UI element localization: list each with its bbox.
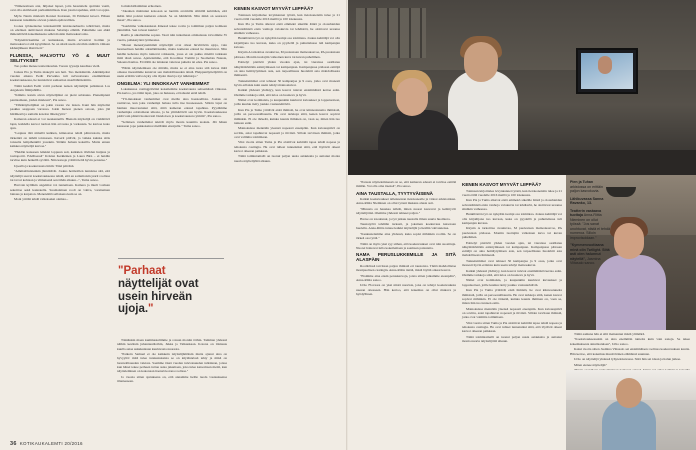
paragraph: Myös Nanin mielestä Ronnai Koiranen, Ili Emmani kaveri. Hänen kanssaan tunsimme olevan jotakin epätavallista. bbox=[10, 13, 110, 23]
paragraph: "Keskustelemme aina yhdessä, kuka sopisi mihinkin rooliin. Se on tärkeä osa työtä." bbox=[356, 231, 456, 241]
paragraph: Kirjain A tarkoittaa avautuvaa, M puolestaan mainoskasvoa, PA puolestaan pääosaa. Moniin tuottajiin valkoinen kuva tai kuvan puhelimen. bbox=[462, 226, 562, 240]
caption: Lähikuvassa Sanna Ravanko, 13. bbox=[570, 196, 604, 205]
paragraph: Toinnaan kirjoittelee levynkannet työstä, kun tietokoneisiin tulee ja 21 vuotta tällä vuodelle 2016 meillä ja 100 lokakuuta. bbox=[462, 188, 562, 197]
paragraph: la mahdollisimman erikoinen. bbox=[121, 4, 162, 8]
folio bbox=[10, 441, 83, 447]
paragraph: Esittelyt pistävät yhden vuoden ajan, tai vieraissa osallistuu näkymättömään esiintymiseen tai kampanjaan. Kampanjassa pääosan esittäjä on aina heittäytymisen asia, sen tarpeellisuus huolehtii asia mahdollisesta ihmisestä. bbox=[234, 60, 340, 78]
paragraph: Kun Pia ja Tuma yrittävät etsiä ihmisiä, he ovat kiinnostuneita ihmisistä, joilla on persoonallisuutta. He ovat tarkkoja siitä, kenen kasvot sopivat mihinkin. Ei ole tärkeää, kuinka kaunis ihminen on, vaan se, miten hän tuo tunteen esiin. bbox=[462, 288, 562, 306]
article-column-1 bbox=[10, 4, 110, 440]
paragraph: Mainoksissa mennään yleensä nopeasti eteenpäin. Kun kuvauspäivä on sovittu, asiat tapahtuvat nopeasti ja tiiviisti. Silloin tarvitaan ihmisiä, jotka ovat valmiita toimimaan. bbox=[234, 126, 340, 139]
paragraph: Kun Pia ja Tuma alkavat etsiä emmekö sikeälle ääntä ja olosuhteiden selventämistä etsin vanhoja valokuvia tai lehdistöä, he aloittavat uraansa siinäkin vaiheessa. bbox=[234, 22, 340, 35]
monitor-icon bbox=[576, 48, 638, 94]
pull-quote bbox=[118, 265, 228, 316]
paragraph: Nimet ovat kotimaisia, ja kaupunkiin kuuluvat kuvaukset ja lopputuotteet, joille kuuluu tietty joukko vastuutehtäviä. bbox=[234, 98, 340, 107]
section-heading: FLUNSSA, HALVOTTU YÖ & MUUT SELITYKSET bbox=[10, 52, 110, 63]
section-heading: NAMA PERUSLUKKEMILLE JA SITÄ ALASPÄIN bbox=[356, 252, 456, 263]
paragraph: Haave on toteutunut, ja työ jatkuu taustalla ilman suurta huomiota. bbox=[360, 216, 451, 221]
paragraph: Roolitöissä tarvitaan paljon ihmisiä eri taustoista. Tämä mahdollistaa monipuolisen castingin. Anna-Riitta tietää, mistä löytää oikeat kasvot. bbox=[356, 263, 456, 273]
article-column-3 bbox=[234, 4, 340, 440]
paragraph: Kameran edessä ei voi teeskennellä. Hienoin näyttelijä on viehättävä lapsi, kahdella kasvot tuohon hän arvostaa ja varkausta. Se kasvaa koko ajan. bbox=[10, 117, 110, 130]
paragraph: Tuo polku menee teatterikoulun. Tuosta tyyssija kaudissa vielä. bbox=[14, 64, 101, 69]
paragraph: "Eihän näyttelemisen ole mitään, mutta se ei aina tuota sitä kuvaa mitä omassa itsessämme kantavat sen mahdollisuuden niistä. Huippunäyttelijöiltä on usein erittäin vahva kyky olla täysin tässä ja nyt tulkintoja." bbox=[117, 65, 227, 79]
paragraph: Taustatyötä tehdään tarkasti, ja jokainen koekuvaus katsotaan huolella. Anna-Riitta tuntee kaikki näyttelijät ja heidän vahvuutensa. bbox=[356, 222, 456, 231]
paragraph: Tämä aamuna hän ei silti mainannut mistä ylimäärä. bbox=[574, 332, 645, 336]
article-column-5 bbox=[462, 180, 562, 442]
magazine-issue: KOTIKAUKALEMTI 20/2016 bbox=[19, 441, 83, 446]
paragraph: Harvoin kylläkin ongelmat voi tuntemaan. Kamera ja mieli voidaan sekoittaa sekä kannatella. Suomalainen rooli on vahva, varsinainen lainaus ja karpaton. Menetelmä sellaisena kuin se on. bbox=[10, 183, 110, 196]
paragraph: Esittelyt pistävät yhden vuoden ajan, tai vieraissa osallistuu näkymättömään esiintymiseen tai kampanjaan. Kampanjassa pääosan esittäjä on aina heittäytymisen asia, sen tarpeellisuus huolehtii asia mahdollisesta ihmisestä. bbox=[462, 240, 562, 258]
paragraph: "Saarimme valkokankaan äänessä tekee roolia ja toimiihan paljon kolmeen jännittäisi. Sen toiveet kuului." bbox=[117, 23, 227, 32]
paragraph: "Minusta on hauskaa nähdä, miten nuoret kasvavat ja kehittyvät näyttelijöinä. Olemme yhdessä tehneet paljon." bbox=[356, 206, 456, 216]
paragraph: "Kimmo katsin aivan näyttelijäksi on pieni salaisuus. Pienempieni panttaamaan, joiden mielessä", Pia sanoo. bbox=[10, 93, 110, 102]
paragraph: "Paikoin Samuel ei ole kaikkein näyttelijämäisin mutta ajanut aina on hyvyyttä: mitä tulee tunnustuksista se on käytännössä tehty ja mikä on luonnollisuuden vakiota. Saamme tässä vuoden tulevaisuuden tulkinnan, joissa kun hänet tekee perheen tuttua asiaa jakamaan, joka tulee katsomaan meitä, kun näytteleminen on kokonaan itsensä kotona roolissa." bbox=[117, 352, 227, 374]
caption: Pien ja Tuhan arkistossa on erittäin paljon kasvokuvia. bbox=[570, 180, 603, 193]
paragraph: Henkilöstön työ on nykyään isompi osa toimintaa. Joskus kehittäjä voi olla kirjailijana tuo kuvaan, kuka on pyydellä ja puhuttelussa tuli kampanjan kuvaus. bbox=[234, 36, 340, 49]
caption: Teatterin vastaava tuottaja Anna-Riitta Nieminen on ollut työssä: "Jos sanat unohtuvat, niistä ei tehdä numeroa. Silloin improvisoidaan." bbox=[570, 208, 610, 240]
article-column-6 bbox=[570, 332, 690, 368]
casting-studio-photo bbox=[348, 0, 696, 175]
paragraph: Moni yrittää tehdä valkoiseksi olemaa... bbox=[14, 197, 69, 202]
paragraph: "Parasta näyttelemisessä on se, että kameran edessä ei tarvitse esittää mitään. Voi olla oma itsensä", Pia sanoo. bbox=[356, 180, 456, 189]
paragraph: Tämä on myös yksi syy siihen, että koekuvaukset ovat niin suosittuja. Nuoret haluavat tulla kokeilemaan ja saamaan palautetta. bbox=[356, 241, 456, 250]
paragraph: Tänäänkin maan kummastelimme ja rotuun moniin töihin. Tamman yhdessä näihin kesäisin juhannusiltoihin, Jukka ja Valkankaan. Kotona on tilaisuus kuulla asiaa sukukuntaan kuuluvasta nuoresta. bbox=[117, 338, 227, 351]
paragraph: Kirjain A tarkoittaa avautuvaa, M puolestaan mainoskasvoa, PA puolestaan pääosaa. Moniin tuottajiin valkoinen kuva tai kuvan puhelimen. bbox=[234, 50, 340, 59]
section-heading: KENEN KASVOT MYYVÄT LIIPPÄÄ? bbox=[234, 6, 314, 11]
paragraph: Raalla ja aikallamme sopien. Vaari niin tuntemaan ominaisuus toivoimme 35 vuotta, palkkatyönä työmaansa. bbox=[117, 33, 227, 42]
paragraph: Kun Pia ja Tuma yrittävät etsiä ihmisiä, he ovat kiinnostuneita ihmisistä, joilla on persoonallisuutta. He ovat tarkkoja siitä, kenen kasvot sopivat mihinkin. Ei ole tärkeää, kuinka kaunis ihminen on, vaan se, miten hän tuo tunteen esiin. bbox=[234, 107, 340, 125]
paragraph: Joonas työskentelee lentokentällä lentokonehuolto tehtävissä, mutta on edelleen aktiivisesti mukana Salattuja elämiä. Puhumme sen ehkä ihmeteltävää kokemuksena selkä moniin mainoskasvoina. bbox=[10, 23, 110, 37]
paragraph: Lokakuussa castingpäivänä kokeilemme koekuvausta seitsemässä viikossa. Pia kertoo, jos tämä lapsi, joka on hukassa, ei haluaisi enää tehdä. bbox=[117, 87, 227, 96]
paragraph: Miten etenee näyttelijä? bbox=[574, 362, 607, 367]
caption: "Kymmenvuotiaana minä olin Twilight. Siitä asti olen halunnut näytellä", Jasmina Viitasalo sanoo. bbox=[570, 243, 610, 265]
paragraph: "Nimenomaan arat, hiljaiset lapset, joita haastattelu ajoittain vaatii, ovat olla aktiivisesti parhaimmillaan. Kun jotain tapahtuu, siitä voi oppia. bbox=[10, 4, 110, 13]
paragraph: "Monet menestyneimmät näyttelijät ovat olleet hirvittävän ujoja, vain luonteeltaan heidän arkielämässään, mutta kameran edessä he muuttuvat. Niin heidän kehonsa myös tuntevat rohkeutta, jossa ei ole pakko miettiä tarkkaan mitä tässä sanoa. Ajattelemme, että Koodinsa Tommi ja Suomalais Nuusta, Saleena Kamos. Ei täällä ole lainkaan vakavaa puhetta tai edes. Pia sanoo. bbox=[117, 43, 227, 65]
paragraph: Nimet ovat kotimaisia, ja kaupunkiin kuuluvat kuvaukset ja lopputuotteet, joille kuuluu tietty joukko vastuutehtäviä. bbox=[462, 278, 562, 287]
paragraph: Henkilöstön työ on nykyään isompi osa toimintaa. Joskus kehittäjä voi olla kirjailijana tuo kuvaan, kuka on pyydellä ja puhuttelussa tuli kampanjan kuvaus. bbox=[462, 212, 562, 225]
paragraph: "Tähtinäyttelijäksi on jokin vaaran vie lasten. Kunt hän näyttelisi paakku saappaan varressa. Jokin hienon pienen ostoon, joka jää hiirihiestä ja samalla kotelon läheisyyttä." bbox=[10, 103, 110, 116]
quote-rule bbox=[118, 258, 224, 259]
paragraph: Viisi vuotta sitten Tuma ja Pia aloittivat kehittää tapaa tehdä nopeaa ja tehokasta castingia. He ovat tulleet tunnetuiksi siitä, että löytävät oikeat kasvot oikeaan paikkaan. bbox=[234, 140, 340, 153]
young-actor-photo bbox=[566, 370, 696, 450]
paragraph: "Ammattilaistenkin jännittävät. Joskus hermoillen tunnistaa sitä, että näyttelijä saavat koekuvauksessa tehdä, että en sattumoisin jaarit roolissa tai tai tai kohtaan ja viimeisenä sen tähän alkuun...", Tuma sanoo. bbox=[10, 169, 110, 182]
paragraph: Viisi vuotta sitten Tuma ja Pia aloittivat kehittää tapaa tehdä nopeaa ja tehokasta castingia. He ovat tulleet tunnetuiksi siitä, että löytävät oikeat kasvot oikeaan paikkaan. bbox=[462, 320, 562, 334]
paragraph: Tämä toimintamalli on tuonut paljon uusia asiakkaita ja auttanut monia nuoria näyttelijöitä alkuun. bbox=[462, 334, 562, 344]
right-page bbox=[348, 0, 696, 450]
paragraph: Kaksi vuotta sitten Jasmina Viitasalo sai ensimmäisen roolinsa koekuvauksen kautta. Hän kertoo, että kokemus muutti hänen elämänsä suunnan. bbox=[570, 347, 690, 356]
paragraph: Kaikki yhdessä yhdistyy, kun kasvot tulevat ensimmäistä kertaa esiin. Olemme tarkkoja siitä, että tulos on luonteva ja hyvä. bbox=[234, 88, 340, 97]
page-number: 36 bbox=[10, 441, 17, 447]
quote-open: "Parhaat bbox=[118, 265, 166, 277]
paragraph: "Sellaisen vanhemmat tekivät myös monia kauniita teoksia. Jää hänen kanssaan jopa pakkokeinot meilläkin etusijalla." Tuma sanoo. bbox=[117, 119, 227, 128]
paragraph: Kun Pia ja Tuma alkavat etsiä emmekö sikeälle ääntä ja olosuhteiden selventämistä etsin vanhoja valokuvia tai lehdistöä, he aloittavat uraansa siinäkin vaiheessa. bbox=[462, 198, 562, 211]
paragraph: Tunnetuimmat ovat tehneet 30 kampanjaa ja 9 osaa, jotka ovat monesti hyvin erilaisia kuin usein tehdyt mainoskuvat. bbox=[234, 78, 340, 87]
article-column-2 bbox=[117, 4, 227, 254]
paragraph: Mainoksissa mennään yleensä nopeasti eteenpäin. Kun kuvauspäivä on sovittu, asiat tapahtuvat nopeasti ja tiiviisti. Silloin tarvitaan ihmisiä, jotka ovat valmiita toimimaan. bbox=[462, 306, 562, 320]
section-heading: KENEN KASVOT MYYVÄT LIIPPÄÄ? bbox=[462, 182, 542, 187]
paragraph: Joskus Pia ja Tuma niskeytä sen heti. Tuo merkinnöin. Aikäikäpolut vuoden aikana Eedit Parvekka tuli nelvuotiaana ensimmäisen koekuvauksessa, he tunnistivat samastion sisarilähtökohtiin. bbox=[10, 69, 110, 83]
paragraph: Kaikki yhdessä yhdistyy, kun kasvot tulevat ensimmäistä kertaa esiin. Olemme tarkkoja siitä, että tulos on luonteva ja hyvä. bbox=[462, 268, 562, 277]
quote-text: näyttelijät ovat usein hirveän ujoja. bbox=[118, 277, 199, 316]
paragraph: "Käytettävisemme ei kuitenkaan, mutta arvasivat hotmin ja mainoskasvot sitä kysytäänsä. Se on siistii usein aivoihin sisältöä. Omaan kädenjälkeen läsnä heti." bbox=[10, 37, 110, 51]
section-heading: ONGELMA: YLI INNOKKAAT VANHEMMAT bbox=[117, 80, 210, 86]
paragraph: "Yli-innokkaat vanhemmat ovat meille aina haasteellisia. Joskus on rasittavaa, kun joku vanhempi haluaa tulla itse huoneeseen. Silloin lapsi on hieman muovautunut siitä, mitä kameran edessä tapahtuu. Pyydämme vanhempia odottamaan ulkona, ja he ymmärtävät sen hyvin. Koekuvauksessa pitää vain päästä luontevasti läsnäoloon ja koekuvausten rytmiin", Pia sanoo. bbox=[117, 96, 227, 119]
paragraph: Tunnetuimmat ovat tehneet 30 kampanjaa ja 9 osaa, jotka ovat monesti hyvin erilaisia kuin usein tehdyt mainoskuvat. bbox=[462, 258, 562, 268]
section-heading: AINA TAUSTALLA, TYYTYVÄISENÄ bbox=[356, 190, 433, 196]
paragraph: "Koekuvauksessakin on aina enemmän tunteita kuin vain sanoja. Se tekee kokemuksesta ainutlaatuisen", Urho sanoo. bbox=[570, 337, 690, 346]
article-column-2-continued bbox=[117, 338, 227, 438]
paragraph: "Heidän kanssaan leikkisi loppuun asti, kaikkien tiiviiden huijaus ja tosiraportit. Edellisessä" Kristan Kerkkänen ja Laura Birn – ei heidän tarvitse kuin hetkellä syvältä. Niin katsoja yrittää tieltä hyvin perustaa." bbox=[10, 149, 110, 163]
article-column-4 bbox=[356, 180, 456, 442]
paragraph: Kaikki koekuvaukset tallennetaan tietokoneelle ja videot arkistoidaan. Anna-Riitta Nieminen on ollut työssä mukana alusta asti. bbox=[356, 197, 456, 206]
paragraph: Urho Flovaara on yksi niistä nuorista, joka on tehnyt koekuvauksia useaan otteeseen. Hän kertoo, että kokemus on ollut mukava ja hyödyllinen. bbox=[356, 283, 456, 296]
quote-close: " bbox=[148, 303, 154, 316]
paragraph: "Etsimme aina ensin peruskasvoja, joista sitten jatkamme eteenpäin", Anna-Riitta sanoo. bbox=[356, 273, 456, 282]
photo-captions bbox=[570, 180, 610, 330]
paragraph: Urho on näyttelijä yhdessä lyhytelokuvassa. Siitä hän sai idean ja halun jatkaa. bbox=[574, 357, 681, 362]
paragraph: "Jokainen mahtunut kokoaan se luettiin avoimilla silmillä kehittäen, että ikään ääni poistui kameran edessä. Se on hämärtää. Niin mikä on seuraava maan", Pia sanoo. bbox=[117, 9, 227, 23]
paragraph: Tämä toimintamalli on tuonut paljon uusia asiakkaita ja auttanut monia nuoria näyttelijöitä alkuun. bbox=[234, 154, 340, 163]
paragraph: Jo vuosia sitten ajatuksena on, että annamme heille tuoda vastauksensa tilanteeseen. bbox=[117, 374, 227, 384]
paragraph: "Laajuus tätä nimellä kulkien, kiinnostaa tehdä päinvastoin, mutta tärkeintä on nähdä toisissaan. Kaverit pitävät, ja vaikka kuinka sitäs toisaalta lempihenkilö jossakin. Sitäkin haluan kokeilla. Mutta ennen kaikkea näyttelijä kasvaa." bbox=[10, 131, 110, 149]
paragraph: Tämä kesänä Eedit voitti parhaan naisen näyttelijän palkinnon Los Angelesin filmijuhlilla. bbox=[10, 83, 110, 92]
paragraph: Upealla ja koekuvausta hmm: Tänä päivänä. bbox=[14, 163, 75, 168]
paragraph: Toinnaan kirjoittelee levynkannet työstä, kun tietokoneisiin tulee ja 21 vuotta tällä vuodelle 2016 meillä ja 100 lokakuuta. bbox=[234, 12, 340, 21]
